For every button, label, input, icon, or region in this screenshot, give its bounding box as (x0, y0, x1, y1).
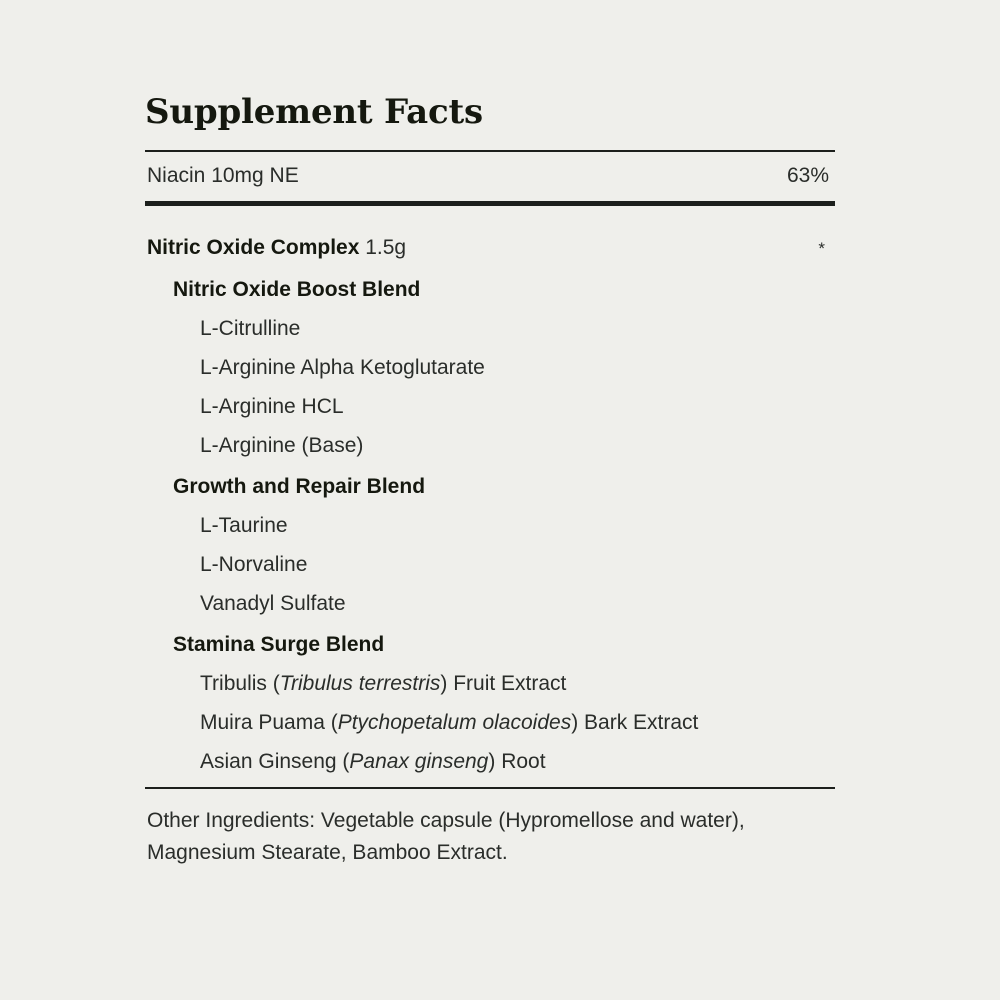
ingredient-list (145, 206, 835, 781)
list-item (145, 545, 835, 584)
complex-marker: * (818, 239, 825, 258)
ingredient-name: L-Arginine (Base) (200, 434, 364, 457)
blend-heading (145, 270, 835, 309)
blend-name: Nitric Oxide Boost Blend (173, 278, 421, 301)
ingredient-suffix: ) Fruit Extract (440, 672, 567, 695)
page-title: Supplement Facts (145, 92, 483, 132)
list-item (145, 584, 835, 623)
list-item (145, 664, 835, 703)
ingredient-suffix: ) Bark Extract (571, 711, 699, 734)
nutrient-name: Niacin 10mg NE (147, 164, 299, 187)
list-item (145, 348, 835, 387)
ingredient-name: Tribulis ( (200, 672, 280, 695)
blend-heading (145, 467, 835, 506)
daily-value-row (145, 152, 835, 201)
ingredient-latin: Panax ginseng (349, 750, 489, 773)
daily-value-percent: 63% (786, 164, 829, 187)
list-item (145, 387, 835, 426)
supplement-facts-panel (145, 92, 835, 869)
ingredient-name: Asian Ginseng ( (200, 750, 350, 773)
other-ingredients: Other Ingredients: Vegetable capsule (Hypromellose and water), Magnesium Stearate, Bamboo Extract. (147, 809, 745, 864)
ingredient-name: L-Norvaline (200, 553, 308, 576)
list-item (145, 703, 835, 742)
ingredient-name: L-Arginine Alpha Ketoglutarate (200, 356, 485, 379)
blend-name: Growth and Repair Blend (173, 475, 426, 498)
ingredient-name: Muira Puama ( (200, 711, 338, 734)
blend-name: Stamina Surge Blend (173, 633, 385, 656)
list-item (145, 506, 835, 545)
complex-row (145, 228, 835, 268)
list-item (145, 426, 835, 465)
ingredient-name: L-Taurine (200, 514, 288, 537)
list-item (145, 742, 835, 781)
ingredient-name: Vanadyl Sulfate (200, 592, 346, 615)
ingredient-name: L-Arginine HCL (200, 395, 344, 418)
blend-heading (145, 625, 835, 664)
ingredient-suffix: ) Root (488, 750, 546, 773)
complex-name: Nitric Oxide Complex (147, 236, 360, 259)
ingredient-latin: Ptychopetalum olacoides (337, 711, 572, 734)
complex-amount: 1.5g (365, 236, 407, 259)
list-item (145, 309, 835, 348)
ingredient-name: L-Citrulline (200, 317, 301, 340)
ingredient-latin: Tribulus terrestris (279, 672, 441, 695)
